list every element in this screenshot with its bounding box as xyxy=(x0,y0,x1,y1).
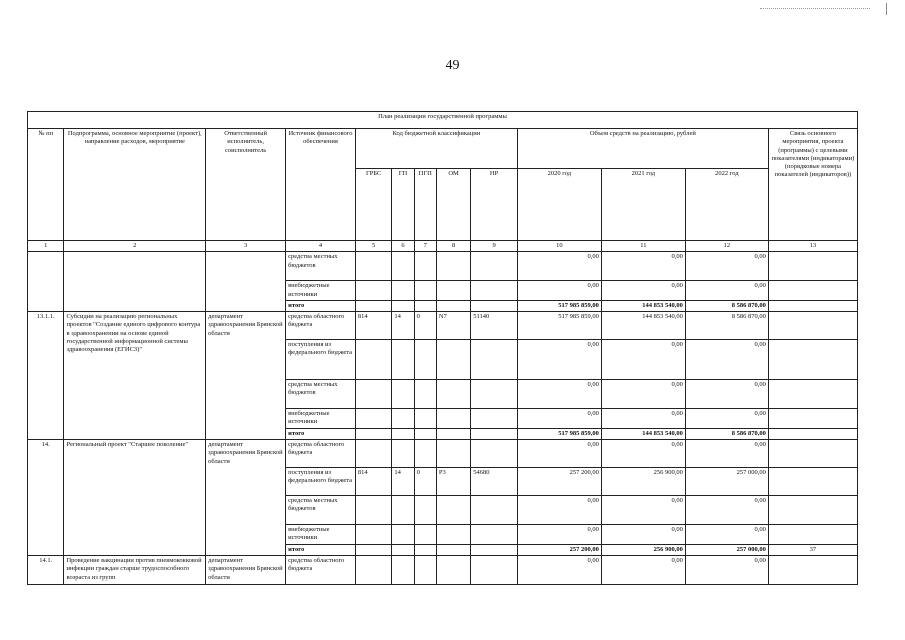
value-2021: 0,00 xyxy=(601,496,685,525)
value-2022: 257 000,00 xyxy=(685,468,768,496)
total-2022: 8 586 870,00 xyxy=(685,428,768,439)
col-number: 5 xyxy=(355,241,391,252)
source-local: средства местных бюджетов xyxy=(286,380,356,409)
column-number-row xyxy=(28,241,858,252)
value-2022: 0,00 xyxy=(685,409,768,429)
col-number: 8 xyxy=(436,241,470,252)
header-2021: 2021 год xyxy=(601,169,685,241)
col-number: 2 xyxy=(64,241,206,252)
header-gp: ГП xyxy=(392,169,414,241)
item-name: Проведение вакцинации против пневмококковой инфекции граждан старше трудоспособного возраста из групп xyxy=(64,555,206,584)
col-number: 11 xyxy=(601,241,685,252)
value-2022: 0,00 xyxy=(685,555,768,584)
value-2022: 8 586 870,00 xyxy=(685,312,768,340)
value-2021: 0,00 xyxy=(601,380,685,409)
value-2022: 0,00 xyxy=(685,496,768,525)
source-total: итого xyxy=(286,428,356,439)
value-2021: 144 853 540,00 xyxy=(601,312,685,340)
item-name: Региональный проект "Старшее поколение" xyxy=(64,440,206,556)
value-2020: 0,00 xyxy=(517,340,601,380)
source-total: итого xyxy=(286,300,356,311)
item-number: 14. xyxy=(28,440,64,556)
value-2022: 0,00 xyxy=(685,281,768,301)
item-executor: департамент здравоохранения Брянской области xyxy=(206,312,286,440)
value-2022: 0,00 xyxy=(685,380,768,409)
cell-name xyxy=(64,252,206,312)
indicator-link: 37 xyxy=(768,544,857,555)
code-np: 54680 xyxy=(471,468,518,496)
source-regional: средства областного бюджета xyxy=(286,555,356,584)
source-local: средства местных бюджетов xyxy=(286,496,356,525)
col-number: 12 xyxy=(685,241,768,252)
source-extra: внебюджетные источники xyxy=(286,525,356,545)
total-2022: 257 000,00 xyxy=(685,544,768,555)
code-grbs: 814 xyxy=(355,312,391,340)
scan-noise xyxy=(760,8,870,10)
total-2021: 256 900,00 xyxy=(601,544,685,555)
source-extra: внебюджетные источники xyxy=(286,281,356,301)
code-gp: 14 xyxy=(392,468,414,496)
cell-executor xyxy=(206,252,286,312)
value-2022: 0,00 xyxy=(685,525,768,545)
value-2020: 0,00 xyxy=(517,252,601,281)
page-number: 49 xyxy=(445,58,460,73)
col-number: 9 xyxy=(471,241,518,252)
code-pgp: 0 xyxy=(414,468,436,496)
value-2020: 0,00 xyxy=(517,281,601,301)
value-2020: 0,00 xyxy=(517,409,601,429)
col-number: 6 xyxy=(392,241,414,252)
value-2021: 0,00 xyxy=(601,555,685,584)
value-2021: 0,00 xyxy=(601,340,685,380)
col-number: 3 xyxy=(206,241,286,252)
code-pgp: 0 xyxy=(414,312,436,340)
value-2022: 0,00 xyxy=(685,440,768,468)
header-executor: Ответственный исполнитель, соисполнитель xyxy=(206,129,286,241)
col-number: 7 xyxy=(414,241,436,252)
total-2020: 517 985 859,00 xyxy=(517,300,601,311)
item-number: 14.1. xyxy=(28,555,64,584)
source-extra: внебюджетные источники xyxy=(286,409,356,429)
caption-row xyxy=(28,112,858,129)
col-number: 10 xyxy=(517,241,601,252)
value-2021: 256 900,00 xyxy=(601,468,685,496)
total-2021: 144 853 540,00 xyxy=(601,428,685,439)
code-om: N7 xyxy=(436,312,470,340)
header-np: НР xyxy=(471,169,518,241)
header-num: № пп xyxy=(28,129,64,241)
value-2022: 0,00 xyxy=(685,340,768,380)
header-2022: 2022 год xyxy=(685,169,768,241)
value-2021: 0,00 xyxy=(601,525,685,545)
header-subprogram: Подпрограмма, основное мероприятие (проект), направление расходов, мероприятие xyxy=(64,129,206,241)
header-link: Связь основного мероприятия, проекта (программы) с целевыми показателями (индикаторами) (порядковые номера показателей (индикаторов)) xyxy=(768,129,857,241)
code-om: P3 xyxy=(436,468,470,496)
source-federal: поступления из федерального бюджета xyxy=(286,468,356,496)
header-2020: 2020 год xyxy=(517,169,601,241)
col-number: 13 xyxy=(768,241,857,252)
col-number: 4 xyxy=(286,241,356,252)
table-row xyxy=(28,555,858,584)
scan-mark xyxy=(886,3,887,15)
source-total: итого xyxy=(286,544,356,555)
code-np: 51140 xyxy=(471,312,518,340)
total-2020: 517 985 859,00 xyxy=(517,428,601,439)
cell-num xyxy=(28,252,64,312)
header-budget-code: Код бюджетной классификации xyxy=(355,129,517,169)
table-row xyxy=(28,252,858,281)
source-federal: поступления из федерального бюджета xyxy=(286,340,356,380)
total-2021: 144 853 540,00 xyxy=(601,300,685,311)
source-local: средства местных бюджетов xyxy=(286,252,356,281)
header-grbs: ГРБС xyxy=(355,169,391,241)
plan-table xyxy=(27,111,858,585)
code-gp: 14 xyxy=(392,312,414,340)
total-2020: 257 200,00 xyxy=(517,544,601,555)
total-2022: 8 586 870,00 xyxy=(685,300,768,311)
code-grbs: 814 xyxy=(355,468,391,496)
value-2020: 517 985 859,00 xyxy=(517,312,601,340)
header-row xyxy=(28,129,858,169)
header-om: ОМ xyxy=(436,169,470,241)
source-regional: средства областного бюджета xyxy=(286,440,356,468)
value-2020: 0,00 xyxy=(517,380,601,409)
col-number: 1 xyxy=(28,241,64,252)
header-sources: Источник финансового обеспечения xyxy=(286,129,356,241)
value-2020: 0,00 xyxy=(517,525,601,545)
value-2021: 0,00 xyxy=(601,281,685,301)
item-executor: департамент здравоохранения Брянской области xyxy=(206,440,286,556)
item-number: 13.1.1. xyxy=(28,312,64,440)
table-row xyxy=(28,312,858,340)
item-name: Субсидии на реализацию региональных проектов "Создание единого цифрового контура в здравоохранении на основе единой государственной информационной системы здравоохранения (ЕГИСЗ)" xyxy=(64,312,206,440)
value-2020: 0,00 xyxy=(517,440,601,468)
value-2020: 0,00 xyxy=(517,496,601,525)
value-2022: 0,00 xyxy=(685,252,768,281)
header-pgp: ПГП xyxy=(414,169,436,241)
item-executor: департамент здравоохранения Брянской области xyxy=(206,555,286,584)
table-row xyxy=(28,440,858,468)
value-2021: 0,00 xyxy=(601,409,685,429)
header-volumes: Объем средств на реализацию, рублей xyxy=(517,129,768,169)
value-2021: 0,00 xyxy=(601,440,685,468)
source-regional: средства областного бюджета xyxy=(286,312,356,340)
table-caption: План реализации государственной программы xyxy=(28,112,858,129)
value-2021: 0,00 xyxy=(601,252,685,281)
value-2020: 257 200,00 xyxy=(517,468,601,496)
value-2020: 0,00 xyxy=(517,555,601,584)
